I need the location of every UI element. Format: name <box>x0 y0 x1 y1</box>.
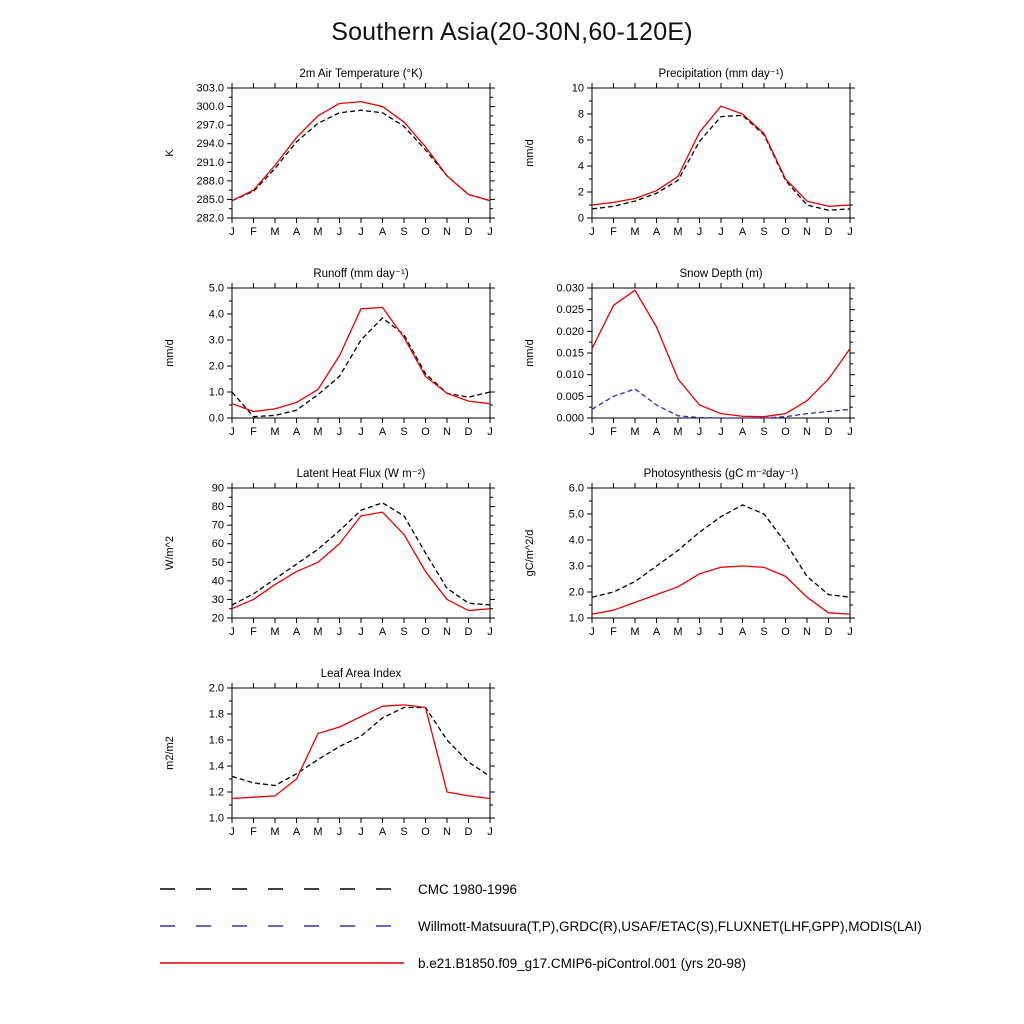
svg-text:m2/m2: m2/m2 <box>164 736 176 770</box>
svg-text:20: 20 <box>211 612 224 625</box>
svg-text:D: D <box>464 226 473 238</box>
svg-text:0.015: 0.015 <box>556 347 584 360</box>
svg-text:M: M <box>270 226 280 238</box>
svg-text:O: O <box>421 626 430 638</box>
svg-text:A: A <box>292 626 301 638</box>
svg-text:S: S <box>760 426 768 438</box>
svg-text:M: M <box>673 626 683 638</box>
svg-text:1.0: 1.0 <box>568 612 584 625</box>
svg-text:J: J <box>487 826 493 838</box>
svg-text:M: M <box>673 426 683 438</box>
svg-text:J: J <box>336 826 343 838</box>
svg-text:N: N <box>443 626 451 638</box>
svg-text:80: 80 <box>211 501 224 514</box>
chart-2m-air-temperature <box>160 62 500 254</box>
legend-item-label: b.e21.B1850.f09_g17.CMIP6-piControl.001 (yrs 20-98) <box>418 955 746 971</box>
chart-leaf-area-index <box>160 662 500 854</box>
svg-text:5.0: 5.0 <box>208 282 224 295</box>
svg-text:J: J <box>229 426 235 438</box>
svg-text:S: S <box>760 626 768 638</box>
svg-text:F: F <box>250 226 257 238</box>
svg-text:S: S <box>400 626 408 638</box>
svg-text:30: 30 <box>211 593 224 606</box>
svg-text:2m Air Temperature (°K): 2m Air Temperature (°K) <box>299 68 423 80</box>
svg-text:3.0: 3.0 <box>568 560 584 573</box>
svg-text:291.0: 291.0 <box>196 156 224 169</box>
svg-text:2.0: 2.0 <box>208 360 224 373</box>
legend-item <box>158 874 922 904</box>
chart-precipitation <box>520 62 860 254</box>
svg-text:J: J <box>229 626 235 638</box>
legend-line-sample-dashed-black <box>158 880 406 898</box>
svg-text:0.005: 0.005 <box>556 390 584 403</box>
svg-text:D: D <box>464 426 473 438</box>
svg-text:A: A <box>738 626 747 638</box>
svg-text:J: J <box>336 426 343 438</box>
svg-text:50: 50 <box>211 556 224 569</box>
svg-text:288.0: 288.0 <box>196 175 224 188</box>
svg-text:10: 10 <box>571 82 584 95</box>
svg-text:3.0: 3.0 <box>208 334 224 347</box>
svg-text:J: J <box>336 226 343 238</box>
svg-text:8: 8 <box>577 108 584 121</box>
svg-text:J: J <box>718 426 724 438</box>
legend-item-label: Willmott-Matsuura(T,P),GRDC(R),USAF/ETAC(S),FLUXNET(LHF,GPP),MODIS(LAI) <box>418 918 922 934</box>
svg-text:S: S <box>400 426 408 438</box>
svg-text:S: S <box>760 226 768 238</box>
svg-text:A: A <box>652 626 661 638</box>
svg-text:A: A <box>652 226 661 238</box>
svg-text:1.6: 1.6 <box>208 734 224 747</box>
chart-latent-heat-flux <box>160 462 500 654</box>
svg-text:1.2: 1.2 <box>208 786 224 799</box>
svg-text:S: S <box>400 226 408 238</box>
svg-text:J: J <box>358 826 364 838</box>
svg-text:J: J <box>589 426 595 438</box>
svg-text:D: D <box>824 226 833 238</box>
svg-text:Precipitation (mm day⁻¹): Precipitation (mm day⁻¹) <box>658 68 784 80</box>
svg-text:N: N <box>443 226 451 238</box>
svg-text:303.0: 303.0 <box>196 82 224 95</box>
svg-text:N: N <box>803 626 811 638</box>
svg-text:gC/m^2/d: gC/m^2/d <box>524 529 536 577</box>
svg-text:J: J <box>718 226 724 238</box>
svg-text:J: J <box>696 626 703 638</box>
svg-text:O: O <box>781 626 790 638</box>
svg-text:J: J <box>847 626 853 638</box>
svg-text:J: J <box>718 626 724 638</box>
svg-text:J: J <box>487 626 493 638</box>
svg-text:M: M <box>630 426 640 438</box>
svg-text:mm/d: mm/d <box>164 339 176 367</box>
svg-text:294.0: 294.0 <box>196 138 224 151</box>
svg-text:285.0: 285.0 <box>196 193 224 206</box>
svg-text:M: M <box>313 826 323 838</box>
svg-text:0.025: 0.025 <box>556 304 584 317</box>
svg-text:A: A <box>292 226 301 238</box>
svg-text:Runoff (mm day⁻¹): Runoff (mm day⁻¹) <box>313 268 409 280</box>
svg-text:J: J <box>229 826 235 838</box>
svg-text:70: 70 <box>211 519 224 532</box>
svg-text:1.8: 1.8 <box>208 708 224 721</box>
svg-text:J: J <box>336 626 343 638</box>
svg-text:J: J <box>847 426 853 438</box>
svg-text:M: M <box>673 226 683 238</box>
svg-text:0.020: 0.020 <box>556 325 584 338</box>
svg-text:A: A <box>292 426 301 438</box>
svg-text:4.0: 4.0 <box>208 308 224 321</box>
svg-text:J: J <box>696 426 703 438</box>
legend <box>158 874 922 985</box>
svg-text:Snow Depth (m): Snow Depth (m) <box>679 268 763 280</box>
svg-text:A: A <box>292 826 301 838</box>
legend-line-sample-dashed-blue <box>158 917 406 935</box>
svg-text:2: 2 <box>577 186 584 199</box>
svg-text:M: M <box>270 626 280 638</box>
svg-text:J: J <box>487 226 493 238</box>
svg-text:D: D <box>824 626 833 638</box>
svg-text:J: J <box>589 226 595 238</box>
svg-text:0.010: 0.010 <box>556 369 584 382</box>
svg-text:A: A <box>378 226 387 238</box>
svg-text:M: M <box>630 626 640 638</box>
legend-item <box>158 911 922 941</box>
svg-text:M: M <box>630 226 640 238</box>
svg-text:J: J <box>487 426 493 438</box>
svg-text:4.0: 4.0 <box>568 534 584 547</box>
svg-text:A: A <box>378 626 387 638</box>
svg-text:90: 90 <box>211 482 224 495</box>
svg-text:J: J <box>358 226 364 238</box>
svg-text:mm/d: mm/d <box>524 139 536 167</box>
svg-text:A: A <box>738 426 747 438</box>
chart-runoff <box>160 262 500 454</box>
svg-text:D: D <box>464 626 473 638</box>
svg-text:M: M <box>313 226 323 238</box>
svg-text:0.030: 0.030 <box>556 282 584 295</box>
svg-text:1.0: 1.0 <box>208 386 224 399</box>
svg-text:N: N <box>443 826 451 838</box>
svg-text:N: N <box>803 426 811 438</box>
svg-text:M: M <box>270 426 280 438</box>
svg-text:mm/d: mm/d <box>524 339 536 367</box>
svg-text:Photosynthesis (gC m⁻²day⁻¹): Photosynthesis (gC m⁻²day⁻¹) <box>643 468 799 480</box>
svg-text:6.0: 6.0 <box>568 482 584 495</box>
svg-text:J: J <box>589 626 595 638</box>
legend-item <box>158 948 922 978</box>
legend-line-sample-solid-red <box>158 954 406 972</box>
svg-text:297.0: 297.0 <box>196 119 224 132</box>
svg-text:N: N <box>803 226 811 238</box>
svg-text:J: J <box>358 426 364 438</box>
svg-text:F: F <box>610 226 617 238</box>
svg-text:40: 40 <box>211 575 224 588</box>
svg-text:0.000: 0.000 <box>556 412 584 425</box>
svg-text:6: 6 <box>577 134 584 147</box>
svg-text:A: A <box>378 426 387 438</box>
svg-text:300.0: 300.0 <box>196 101 224 114</box>
legend-item-label: CMC 1980-1996 <box>418 881 518 897</box>
svg-text:M: M <box>313 626 323 638</box>
svg-text:F: F <box>610 626 617 638</box>
svg-text:F: F <box>610 426 617 438</box>
svg-text:0.0: 0.0 <box>208 412 224 425</box>
svg-text:O: O <box>421 226 430 238</box>
svg-text:J: J <box>847 226 853 238</box>
svg-text:4: 4 <box>577 160 584 173</box>
svg-text:A: A <box>738 226 747 238</box>
svg-text:2.0: 2.0 <box>208 682 224 695</box>
svg-text:5.0: 5.0 <box>568 508 584 521</box>
svg-text:0: 0 <box>577 212 584 225</box>
svg-text:D: D <box>464 826 473 838</box>
svg-text:F: F <box>250 826 257 838</box>
svg-text:O: O <box>781 226 790 238</box>
svg-text:O: O <box>421 426 430 438</box>
svg-text:1.4: 1.4 <box>208 760 224 773</box>
svg-text:S: S <box>400 826 408 838</box>
svg-text:A: A <box>652 426 661 438</box>
svg-text:N: N <box>443 426 451 438</box>
page-title: Southern Asia(20-30N,60-120E) <box>331 18 693 46</box>
svg-text:F: F <box>250 626 257 638</box>
svg-text:2.0: 2.0 <box>568 586 584 599</box>
chart-snow-depth <box>520 262 860 454</box>
svg-text:O: O <box>421 826 430 838</box>
svg-text:Latent Heat Flux (W m⁻²): Latent Heat Flux (W m⁻²) <box>296 468 426 480</box>
svg-text:J: J <box>696 226 703 238</box>
svg-text:J: J <box>229 226 235 238</box>
svg-text:F: F <box>250 426 257 438</box>
chart-photosynthesis <box>520 462 860 654</box>
svg-text:K: K <box>164 149 176 157</box>
svg-text:1.0: 1.0 <box>208 812 224 825</box>
svg-text:M: M <box>270 826 280 838</box>
svg-text:60: 60 <box>211 538 224 551</box>
svg-text:M: M <box>313 426 323 438</box>
svg-text:Leaf Area Index: Leaf Area Index <box>320 668 402 680</box>
svg-text:282.0: 282.0 <box>196 212 224 225</box>
svg-text:J: J <box>358 626 364 638</box>
svg-text:O: O <box>781 426 790 438</box>
svg-text:A: A <box>378 826 387 838</box>
svg-text:D: D <box>824 426 833 438</box>
svg-text:W/m^2: W/m^2 <box>164 536 176 570</box>
